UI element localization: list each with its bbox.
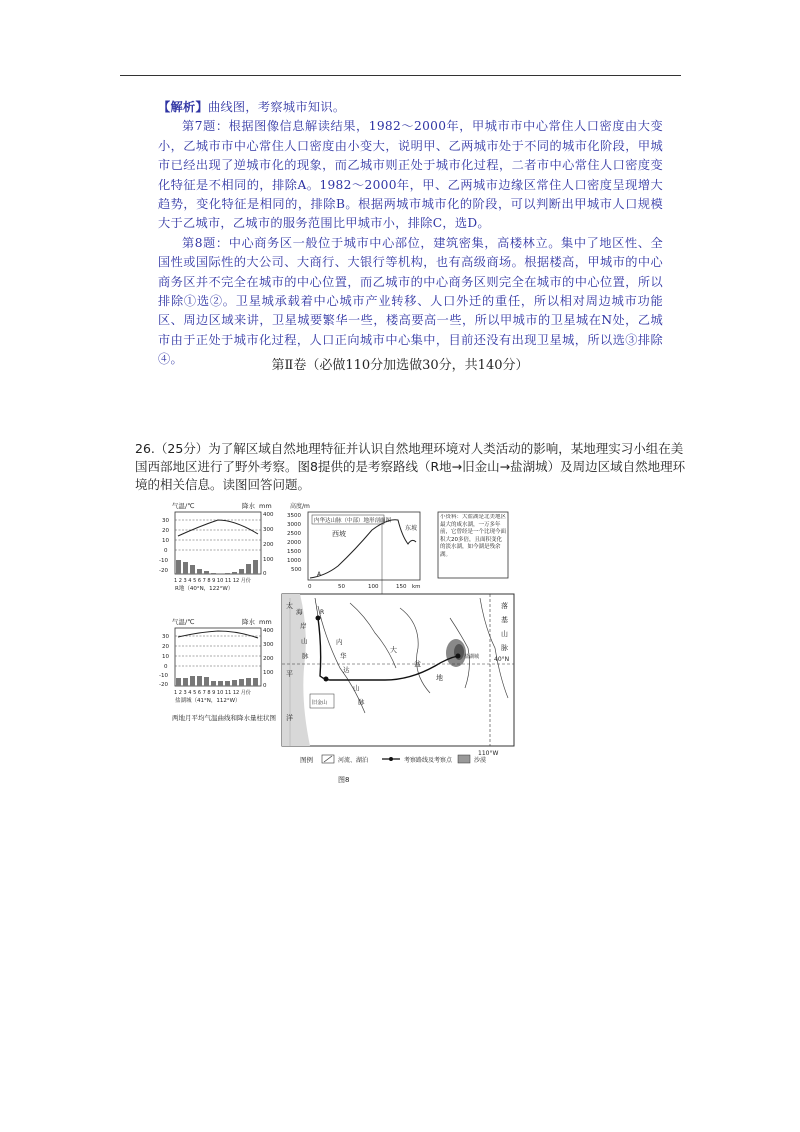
latitude-label: 40°N bbox=[494, 656, 510, 663]
tick: 1000 bbox=[287, 558, 301, 564]
map-label: 脉 bbox=[302, 652, 309, 660]
tick: 0 bbox=[263, 571, 267, 577]
tick: 100 bbox=[263, 670, 274, 676]
temp-axis-label: 气温/℃ bbox=[172, 502, 195, 510]
tick: 500 bbox=[291, 567, 302, 573]
temp-axis-label: 气温/℃ bbox=[172, 618, 195, 626]
map-ocean: 洋 bbox=[286, 714, 293, 722]
note-text: 小资料：大盐湖是北美地区最大的咸水湖，一万多年前，它曾经是一个比现今面积大20多倍，且面积变化的淡水湖，如今湖是残余湖。 bbox=[440, 514, 506, 558]
tick: 150 bbox=[396, 584, 407, 590]
precip-axis-label: 降水 bbox=[242, 502, 255, 510]
precip-unit: mm bbox=[259, 502, 272, 510]
city-slc-label: 盐湖城 bbox=[464, 654, 480, 660]
legend-route: 考察路线及考察点 bbox=[404, 757, 453, 764]
map-label: 山 bbox=[353, 684, 360, 692]
tick: -10 bbox=[159, 558, 168, 564]
tick: 20 bbox=[162, 528, 169, 534]
climate-caption: 两地月平均气温曲线和降水量柱状图 bbox=[172, 714, 276, 722]
tick: 10 bbox=[162, 538, 169, 544]
profile-x-unit: km bbox=[412, 584, 421, 590]
tick: 200 bbox=[263, 542, 274, 548]
map-label: 落 bbox=[501, 602, 508, 610]
tick: -10 bbox=[159, 673, 168, 679]
map-label: 达 bbox=[343, 666, 350, 674]
map-label: 海 bbox=[296, 608, 303, 616]
tick: 300 bbox=[263, 527, 274, 533]
legend-rivers: 河流、湖泊 bbox=[338, 757, 369, 764]
tick: 100 bbox=[368, 584, 379, 590]
analysis-q8: 第8题：中心商务区一般位于城市中心部位，建筑密集，高楼林立。集中了地区性、全国性或国际性的大公司、大商行、大银行等机构，也有高级商场。根据楼高，甲城市的中心商务区并不完全在城市的中心位置，而乙城市的中心商务区则完全在城市的中心位置，所以排除①选②。卫星城承载着中心城市产业转移、人口外迁的重任，所以相对周边城市功能区、周边区域来讲，卫星城要繁华一些，楼高要高一些，所以甲城市的卫星城在N处，乙城市由于正处于城市化过程，人口正向城市中心集中，目前还没有出现卫星城，所以选③排除④。 bbox=[158, 235, 663, 367]
legend-desert: 沙漠 bbox=[474, 757, 487, 764]
climate-chart-r bbox=[159, 501, 274, 592]
tick: 0 bbox=[164, 664, 168, 670]
tick: 50 bbox=[338, 584, 345, 590]
map-label: 山 bbox=[501, 630, 508, 638]
profile-y-label: 高度/m bbox=[290, 503, 310, 510]
tick: 400 bbox=[263, 628, 274, 634]
figure-number: 图8 bbox=[338, 776, 350, 784]
tick: 3000 bbox=[287, 522, 301, 528]
tick: 0 bbox=[164, 548, 168, 554]
map-label: 岸 bbox=[300, 622, 307, 630]
point-r-label: R bbox=[320, 609, 325, 616]
precip-axis-label: 降水 bbox=[242, 618, 255, 626]
map-label: 地 bbox=[436, 674, 443, 682]
legend-title: 图例 bbox=[300, 756, 313, 764]
longitude-label: 110°W bbox=[478, 750, 499, 757]
tick: 200 bbox=[263, 656, 274, 662]
tick: 2000 bbox=[287, 540, 301, 546]
section-heading: 第Ⅱ卷（必做110分加选做30分，共140分） bbox=[271, 358, 529, 373]
tick: 300 bbox=[263, 642, 274, 648]
analysis-intro bbox=[158, 98, 663, 117]
question-26 bbox=[135, 440, 695, 494]
tick: 100 bbox=[263, 557, 274, 563]
month-axis: 1 2 3 4 5 6 7 8 9 10 11 12 月份 bbox=[174, 690, 251, 696]
precip-unit: mm bbox=[259, 618, 272, 626]
station-slc: 盐湖城（41°N，112°W） bbox=[175, 698, 241, 704]
station-r: R地（40°N，122°W） bbox=[175, 586, 234, 592]
map-label: 山 bbox=[301, 637, 308, 645]
tick: 3500 bbox=[287, 513, 301, 519]
tick: 30 bbox=[162, 518, 169, 524]
analysis-intro-text: 曲线图，考察城市知识。 bbox=[207, 100, 346, 114]
map-label: 大 bbox=[390, 646, 397, 654]
tick: -20 bbox=[159, 682, 168, 688]
map-label: 内 bbox=[336, 638, 343, 646]
map-label: 华 bbox=[340, 652, 347, 660]
analysis-q7: 第7题：根据图像信息解读结果，1982～2000年，甲城市市中心常住人口密度由大变小，乙城市市中心常住人口密度由小变大，说明甲、乙两城市处于不同的城市化阶段，甲城市已经出现了逆城市化的现象，而乙城市则正处于城市化过程，二者市中心常住人口密度变化特征是不相同的，排除A。1982～2000年，甲、乙两城市边缘区常住人口密度呈现增大趋势，变化特征是相同的，排除B。根据两城市城市化的阶段，可以判断出甲城市人口规模大于乙城市，乙城市的服务范围比甲城市小，排除C，选D。 bbox=[158, 119, 663, 231]
tick: 30 bbox=[162, 634, 169, 640]
tick: 1500 bbox=[287, 549, 301, 555]
map-ocean: 平 bbox=[286, 670, 293, 678]
profile-title: 内华达山脉（中部）地形剖面图 bbox=[314, 518, 392, 524]
map-label: 基 bbox=[501, 616, 508, 624]
question-text: （25分）为了解区域自然地理特征并认识自然地理环境对人类活动的影响，某地理实习小组在美国西部地区进行了野外考察。图8提供的是考察路线（R地→旧金山→盐湖城）及周边区域自然地理环境的相关信息。读图回答问题。 bbox=[135, 441, 686, 492]
map-ocean: 太 bbox=[286, 602, 293, 610]
tick: -20 bbox=[159, 568, 168, 574]
map-label: 脉 bbox=[501, 644, 508, 652]
climate-chart-slc bbox=[159, 617, 274, 704]
question-number: 26. bbox=[135, 441, 155, 456]
tick: 0 bbox=[263, 683, 267, 689]
note-box bbox=[438, 512, 508, 578]
profile-west: 西坡 bbox=[332, 530, 346, 538]
tick: 20 bbox=[162, 644, 169, 650]
tick: 400 bbox=[263, 512, 274, 518]
top-rule bbox=[120, 75, 681, 76]
answer-analysis bbox=[158, 98, 663, 370]
analysis-tag: 【解析】 bbox=[158, 100, 208, 114]
figure-8 bbox=[150, 498, 540, 800]
city-sf-label: 旧金山 bbox=[312, 700, 328, 706]
tick: 2500 bbox=[287, 531, 301, 537]
map-legend bbox=[300, 755, 486, 764]
terrain-profile bbox=[287, 502, 421, 590]
profile-east: 东坡 bbox=[405, 525, 418, 532]
map-label: 盆 bbox=[414, 660, 421, 668]
profile-point-a: A bbox=[317, 571, 322, 578]
month-axis: 1 2 3 4 5 6 7 8 9 10 11 12 月份 bbox=[174, 578, 251, 584]
tick: 10 bbox=[162, 654, 169, 660]
tick: 0 bbox=[308, 584, 312, 590]
map-label: 脉 bbox=[358, 698, 365, 706]
